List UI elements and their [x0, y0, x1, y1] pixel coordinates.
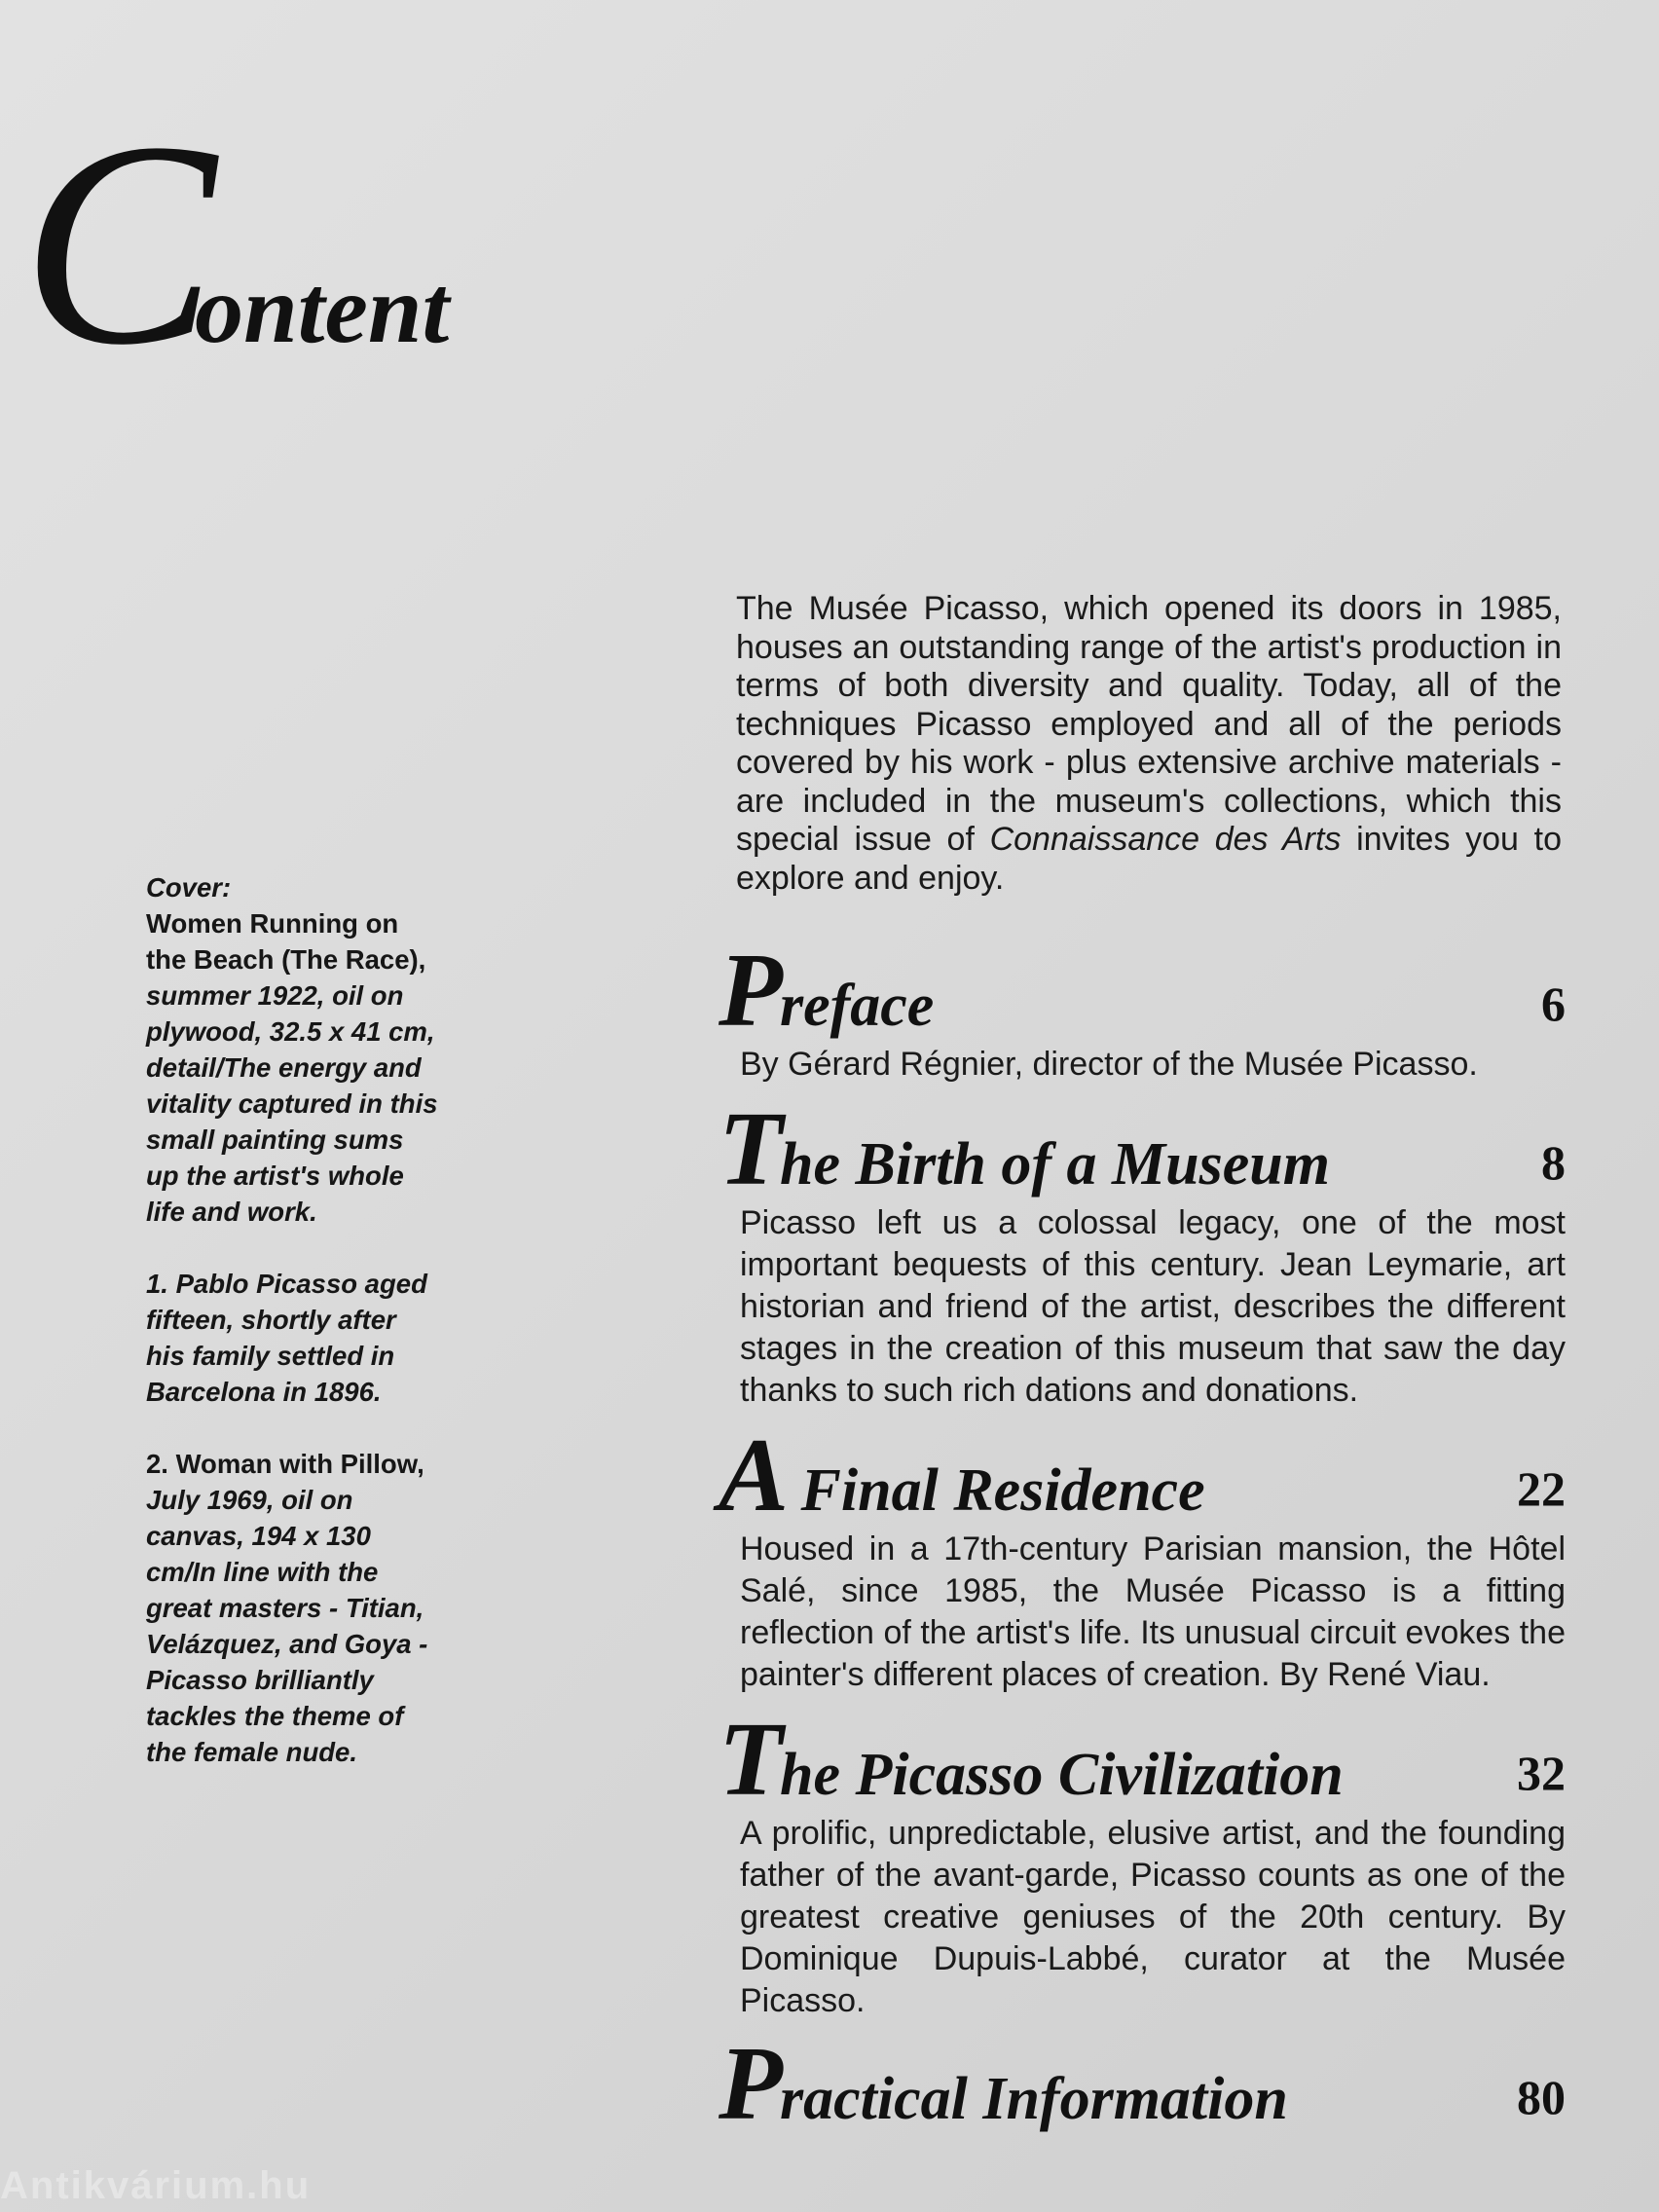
entry-description: Picasso left us a colossal legacy, one of the most important bequests of this century. Jean Leymarie, art historian and friend of the artist, describes the different stages in the creation of this museum that saw the day thanks to such rich dations and donations.	[740, 1204, 1566, 1409]
caption-2-details: July 1969, oil on canvas, 194 x 130 cm/In line with the great masters - Titian, Velázquez, and Goya - Picasso brilliantly tackles the theme of the female nude.	[146, 1485, 428, 1767]
cover-caption	[146, 869, 438, 1230]
intro-publication-name: Connaissance des Arts	[989, 821, 1342, 858]
title-rest: ontent	[195, 255, 450, 363]
entry-initial: T	[719, 1091, 780, 1207]
entry-heading	[719, 933, 1566, 1049]
entry-title-rest: ractical Information	[779, 2066, 1288, 2132]
entry-page-number: 80	[1517, 2070, 1566, 2124]
entry-heading	[719, 2026, 1566, 2142]
entry-title	[719, 1091, 1331, 1207]
intro-paragraph	[736, 590, 1562, 898]
intro-text-after: invites you to explore and enjoy.	[736, 821, 1562, 897]
entry-initial: A	[719, 1418, 787, 1533]
caption-2-title: 2. Woman with Pillow,	[146, 1449, 424, 1479]
cover-title: Women Running on the Beach (The Race),	[146, 908, 426, 975]
entry-description: Housed in a 17th-century Parisian mansion, the Hôtel Salé, since 1985, the Musée Picasso is a fitting reflection of the artist's life. Its unusual circuit evokes the painter's different places of creation. By René Viau.	[740, 1530, 1566, 1693]
entry-title-rest: Final Residence	[786, 1457, 1205, 1524]
entry-title	[719, 1702, 1344, 1818]
cover-details: summer 1922, oil on plywood, 32.5 x 41 cm, detail/The energy and vitality captured in this small painting sums up the artist's whole life and work.	[146, 980, 438, 1227]
intro-text-before: The Musée Picasso, which opened its doors in 1985, houses an outstanding range of the artist's production in terms of both diversity and quality. Today, all of the techniques Picasso employed and all of the periods covered by his work - plus extensive archive materials - are included in the museum's collections, which this special issue of	[736, 590, 1562, 858]
entry-initial: P	[719, 933, 780, 1049]
entry-title-rest: he Picasso Civilization	[779, 1742, 1344, 1808]
image-captions	[146, 869, 438, 1806]
entry-initial: P	[719, 2026, 780, 2142]
entry-title-rest: reface	[779, 973, 935, 1039]
toc-entry-final-residence	[719, 1418, 1566, 1696]
caption-2	[146, 1446, 438, 1770]
toc-entry-practical-information	[719, 2026, 1566, 2142]
entry-title	[719, 1418, 1205, 1533]
entry-page-number: 32	[1517, 1746, 1566, 1800]
entry-page-number: 6	[1541, 977, 1566, 1031]
entry-page-number: 22	[1517, 1461, 1566, 1516]
entry-heading	[719, 1702, 1566, 1818]
entry-page-number: 8	[1541, 1135, 1566, 1190]
toc-entry-birth-of-museum	[719, 1091, 1566, 1412]
page-title	[21, 82, 450, 405]
entry-description: By Gérard Régnier, director of the Musée Picasso.	[740, 1046, 1478, 1083]
entry-title	[719, 933, 935, 1049]
cover-label: Cover:	[146, 872, 232, 903]
entry-heading	[719, 1091, 1566, 1207]
title-initial: C	[21, 82, 211, 405]
entry-initial: T	[719, 1702, 780, 1818]
entry-heading	[719, 1418, 1566, 1533]
toc-entry-preface	[719, 933, 1566, 1086]
toc-entry-picasso-civilization	[719, 1702, 1566, 2022]
entry-description: A prolific, unpredictable, elusive artist, and the founding father of the avant-garde, Picasso counts as one of the greatest creative geniuses of the 20th century. By Dominique Dupuis-Labbé, curator at the Musée Picasso.	[740, 1815, 1566, 2019]
watermark: Antikvárium.hu	[0, 2164, 312, 2207]
entry-title-rest: he Birth of a Museum	[779, 1131, 1331, 1198]
entry-title	[719, 2026, 1288, 2142]
caption-1: 1. Pablo Picasso aged fifteen, shortly after his family settled in Barcelona in 1896.	[146, 1269, 427, 1407]
